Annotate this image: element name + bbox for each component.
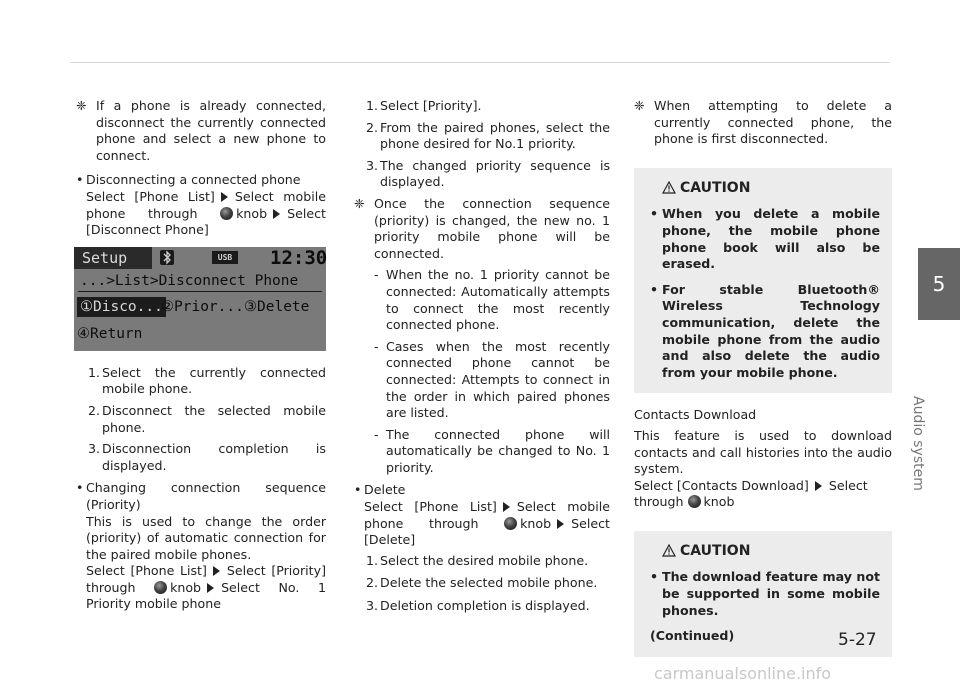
step-number: 1. [88, 364, 101, 380]
section-instructions [634, 478, 892, 511]
warning-icon [662, 181, 676, 194]
caution-text: When you delete a mobile phone, the mobile phone phone book will also be erased. [662, 206, 880, 272]
step-text: Select the desired mobile phone. [380, 552, 589, 568]
column-right [634, 98, 892, 671]
sub-item [354, 267, 610, 333]
screen-divider [78, 291, 322, 292]
arrow-right-icon [815, 481, 822, 491]
knob-icon [154, 581, 167, 594]
continued-label: (Continued) [650, 628, 735, 644]
note-mark: ❈ [354, 195, 365, 211]
instruction-part: Select [Contacts Download] [634, 477, 809, 493]
step-number: 1. [366, 98, 379, 113]
section-body: This feature is used to download contacts and call histories into the audio system. [634, 427, 892, 477]
audio-screen-display [74, 247, 326, 351]
step-item [354, 120, 610, 153]
step-item [354, 553, 610, 570]
bullet-title: Changing connection sequence (Priority) [86, 480, 326, 512]
header-rule [70, 62, 890, 63]
bullet-dot: • [76, 172, 84, 188]
step-item [354, 598, 610, 615]
step-number: 1. [366, 552, 379, 568]
caution-item [650, 206, 880, 272]
caution-text: The download feature may not be supported in some mobile phones. [662, 569, 880, 618]
sub-item [354, 339, 610, 422]
sub-dash: - [374, 267, 379, 283]
caution-title: CAUTION [680, 542, 751, 559]
instruction-part: knob [170, 579, 202, 595]
step-text: Deletion completion is displayed. [380, 598, 590, 614]
step-item [354, 158, 610, 191]
bluetooth-icon [160, 250, 174, 265]
sub-dash: - [374, 426, 379, 442]
note-phone-connected [76, 98, 326, 164]
section-heading: Contacts Download [634, 407, 757, 423]
caution-title: CAUTION [680, 179, 751, 196]
bullet-disconnecting [76, 172, 326, 238]
knob-icon [220, 207, 233, 220]
screen-menu-priority: ②Prior... [161, 298, 244, 315]
delete-steps [354, 553, 610, 615]
note-mark: ❈ [76, 98, 87, 113]
step-number: 3. [88, 441, 101, 457]
note-text: Once the connection sequence (priority) is changed, the new no. 1 priority mobile phone will be connected. [374, 195, 610, 261]
step-number: 2. [366, 575, 379, 591]
bullet-instructions [86, 189, 326, 239]
chapter-label: Audio system [910, 396, 926, 491]
note-delete-connected [634, 98, 892, 148]
bullet-title: Delete [364, 482, 406, 498]
caution-item [650, 282, 880, 382]
instruction-part: Select No. 1 Priority mobile phone [86, 579, 326, 612]
step-text: Select the currently connected mobile phone. [102, 364, 326, 397]
bullet-instructions [86, 563, 326, 613]
step-number: 2. [88, 402, 101, 418]
screen-clock: 12:30 [270, 246, 328, 269]
note-priority-change [354, 196, 610, 262]
note-text: When attempting to delete a currently connected phone, the phone is first disconnected. [654, 98, 892, 147]
step-number: 3. [366, 157, 379, 173]
knob-icon [504, 517, 517, 530]
arrow-right-icon [213, 566, 220, 576]
bullet-instructions [364, 499, 610, 549]
note-text: If a phone is already connected, disconnect the currently connected phone and select a new phone to connect. [96, 98, 326, 163]
step-text: Select [Priority]. [380, 98, 482, 113]
usb-badge: USB [212, 251, 238, 264]
step-item [76, 365, 326, 398]
step-text: The changed priority sequence is displayed. [380, 157, 610, 190]
bullet-dot: • [650, 569, 659, 585]
sub-text: When the no. 1 priority cannot be connected: Automatically attempts to connect the most recently connected phone. [386, 267, 610, 333]
bullet-priority [76, 480, 326, 613]
sub-dash: - [374, 338, 379, 354]
step-text: Disconnect the selected mobile phone. [102, 402, 326, 435]
caution-heading [650, 180, 880, 197]
bullet-dot: • [650, 206, 659, 222]
sub-item [354, 427, 610, 477]
priority-steps [354, 98, 610, 191]
bullet-body: This is used to change the order (priority) of automatic connection for the paired mobile phones. [86, 513, 326, 562]
arrow-right-icon [503, 502, 510, 512]
step-item [76, 403, 326, 436]
instruction-part: knob [520, 515, 552, 531]
step-item [354, 98, 610, 115]
caution-heading [650, 543, 880, 560]
caution-box-bluetooth [634, 168, 892, 394]
note-mark: ❈ [634, 98, 645, 113]
instruction-part: Select [Phone List] [86, 563, 207, 579]
screen-path: ...>List>Disconnect Phone [80, 272, 299, 289]
instruction-part: Select [Priority] through [86, 563, 326, 595]
arrow-right-icon [273, 209, 280, 219]
instruction-part: Select [Delete] [364, 515, 610, 548]
bullet-title: Disconnecting a connected phone [86, 172, 301, 188]
step-text: Disconnection completion is displayed. [102, 441, 326, 473]
knob-icon [688, 495, 701, 508]
screen-title: Setup [74, 247, 152, 269]
caution-item [650, 569, 880, 619]
column-left [76, 98, 326, 613]
arrow-right-icon [221, 192, 228, 202]
instruction-part: knob [703, 494, 735, 510]
bullet-delete [354, 482, 610, 548]
instruction-part: Select [Phone List] [86, 188, 215, 204]
instruction-part: Select mobile phone through [364, 499, 610, 531]
step-text: From the paired phones, select the phone desired for No.1 priority. [380, 119, 610, 152]
sub-text: The connected phone will automatically be changed to No. 1 priority. [386, 426, 610, 475]
instruction-part: Select through [634, 477, 868, 510]
warning-icon [662, 544, 676, 557]
step-item [76, 441, 326, 474]
step-number: 3. [366, 598, 379, 614]
page-number: 5-27 [838, 630, 877, 650]
disconnect-steps [76, 365, 326, 475]
instruction-part: Select [Phone List] [364, 499, 497, 515]
screen-menu-return: ④Return [77, 325, 143, 342]
bullet-dot: • [354, 482, 362, 498]
chapter-tab: 5 [918, 248, 960, 320]
bullet-dot: • [76, 480, 84, 496]
sub-text: Cases when the most recently connected phone cannot be connected: Attempts to connect in the order in which paired phones are listed. [386, 338, 610, 421]
screen-menu-disconnect: ①Disco... [77, 297, 166, 317]
step-number: 2. [366, 119, 379, 135]
instruction-part: knob [236, 205, 268, 221]
caution-text: For stable Bluetooth® Wireless Technology communication, delete the mobile phone from the audio and also delete the audio from your mobile phone. [662, 281, 880, 380]
arrow-right-icon [557, 519, 564, 529]
step-item [354, 575, 610, 592]
column-middle [354, 98, 610, 621]
watermark: carmanualsonline.info [654, 664, 832, 683]
screen-menu-delete: ③Delete [244, 298, 310, 315]
bullet-dot: • [650, 281, 659, 297]
step-text: Delete the selected mobile phone. [380, 575, 598, 591]
instruction-part: Select [Disconnect Phone] [86, 205, 326, 238]
arrow-right-icon [207, 583, 214, 593]
instruction-part: Select mobile phone through [86, 188, 326, 221]
